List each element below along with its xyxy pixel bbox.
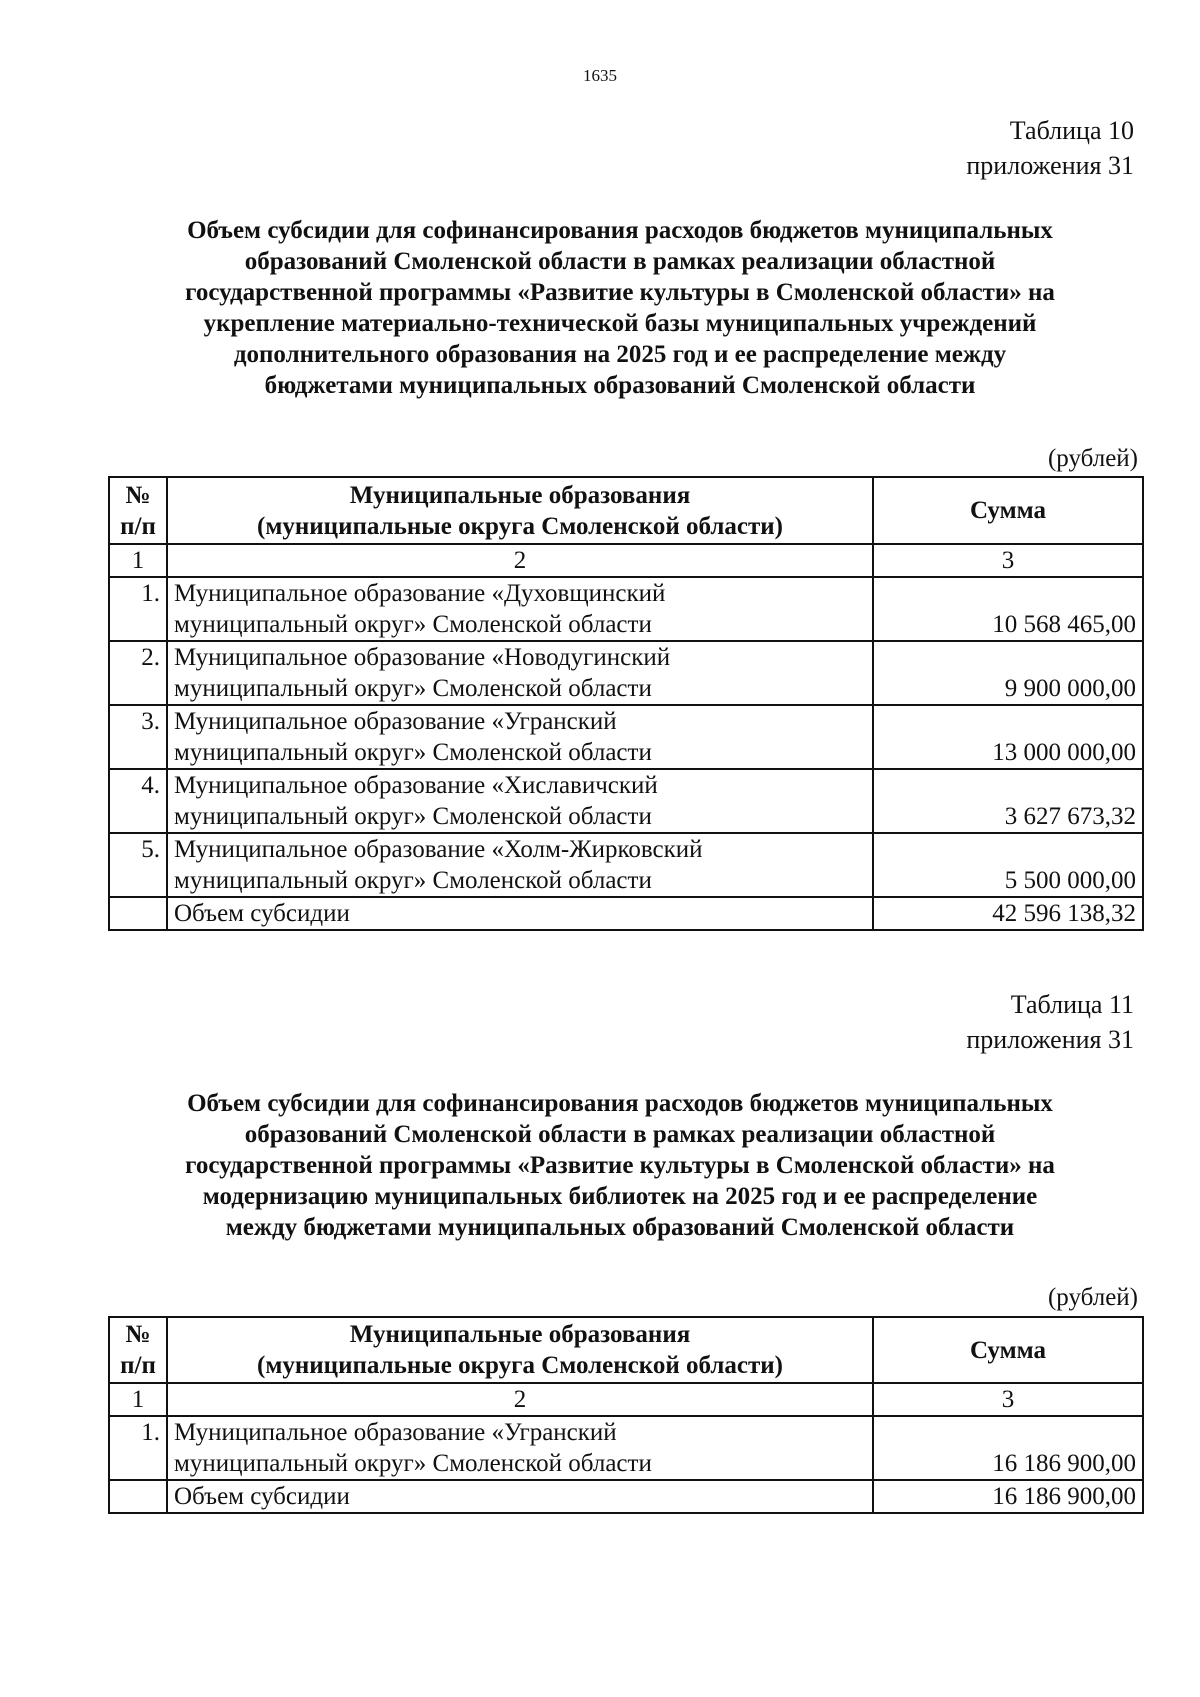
title-line: между бюджетами муниципальных образований Смоленской области (225, 1214, 1015, 1241)
table-11-title (100, 1088, 1140, 1243)
row-name-line: муниципальный округ» Смоленской области (174, 739, 652, 766)
row-number: 2. (109, 641, 167, 705)
row-number: 1. (109, 1416, 167, 1480)
header-no (109, 477, 167, 544)
total-label: Объем субсидии (167, 1480, 873, 1513)
row-number: 1. (109, 577, 167, 641)
row-name (167, 705, 873, 769)
header-no-line2: п/п (120, 1352, 156, 1379)
table-11 (108, 1316, 1144, 1514)
row-name (167, 577, 873, 641)
row-number: 4. (109, 769, 167, 833)
row-name-line: Муниципальное образование «Духовщинский (174, 580, 666, 607)
table-row (109, 1416, 1143, 1480)
row-name-line: Муниципальное образование «Холм-Жирковский (174, 836, 703, 863)
row-name (167, 833, 873, 897)
index-cell: 1 (109, 544, 167, 577)
caption-line: приложения 31 (966, 151, 1134, 180)
title-line: образований Смоленской области в рамках реализации областной (244, 1121, 996, 1148)
table-index-row (109, 1383, 1143, 1416)
title-line: дополнительного образования на 2025 год и ее распределение между (233, 341, 1007, 368)
header-name (167, 1317, 873, 1383)
table-total-row (109, 897, 1143, 930)
row-name-line: муниципальный округ» Смоленской области (174, 611, 652, 638)
row-sum: 16 186 900,00 (873, 1416, 1143, 1480)
header-no-line1: № (125, 1321, 151, 1348)
total-sum: 16 186 900,00 (873, 1480, 1143, 1513)
row-sum: 3 627 673,32 (873, 769, 1143, 833)
table-10-unit: (рублей) (1047, 445, 1138, 472)
table-10-caption (966, 113, 1134, 183)
table-row (109, 577, 1143, 641)
title-line: укрепление материально-технической базы муниципальных учреждений (203, 310, 1037, 337)
table-total-row (109, 1480, 1143, 1513)
caption-line: приложения 31 (966, 1025, 1134, 1054)
index-cell: 2 (167, 1383, 873, 1416)
table-header-row (109, 1317, 1143, 1383)
header-name-line1: Муниципальные образования (349, 1321, 691, 1348)
title-line: Объем субсидии для софинансирования расходов бюджетов муниципальных (187, 1090, 1053, 1117)
row-name-line: муниципальный округ» Смоленской области (174, 867, 652, 894)
table-row (109, 833, 1143, 897)
caption-line: Таблица 10 (1009, 116, 1134, 145)
header-name-line2: (муниципальные округа Смоленской области) (257, 1352, 783, 1379)
table-row (109, 641, 1143, 705)
row-name-line: муниципальный округ» Смоленской области (174, 1450, 652, 1477)
table-row (109, 705, 1143, 769)
total-sum: 42 596 138,32 (873, 897, 1143, 930)
header-sum: Сумма (873, 477, 1143, 544)
row-name-line: муниципальный округ» Смоленской области (174, 675, 652, 702)
title-line: государственной программы «Развитие культуры в Смоленской области» на (185, 1152, 1055, 1179)
title-line: бюджетами муниципальных образований Смоленской области (264, 372, 976, 399)
table-11-caption (966, 987, 1134, 1057)
row-sum: 5 500 000,00 (873, 833, 1143, 897)
row-sum: 9 900 000,00 (873, 641, 1143, 705)
row-number: 3. (109, 705, 167, 769)
row-name (167, 1416, 873, 1480)
total-empty-cell (109, 1480, 167, 1513)
index-cell: 2 (167, 544, 873, 577)
row-name-line: Муниципальное образование «Угранский (174, 708, 617, 735)
row-number: 5. (109, 833, 167, 897)
header-sum: Сумма (873, 1317, 1143, 1383)
table-10 (108, 476, 1144, 931)
table-index-row (109, 544, 1143, 577)
index-cell: 3 (873, 1383, 1143, 1416)
title-line: Объем субсидии для софинансирования расходов бюджетов муниципальных (187, 217, 1053, 244)
total-empty-cell (109, 897, 167, 930)
title-line: образований Смоленской области в рамках реализации областной (244, 248, 996, 275)
title-line: государственной программы «Развитие культуры в Смоленской области» на (185, 279, 1055, 306)
table-10-title (100, 215, 1140, 401)
page-number: 1635 (583, 66, 617, 85)
header-no-line2: п/п (120, 512, 156, 540)
header-name-line1: Муниципальные образования (349, 481, 691, 509)
row-name-line: Муниципальное образование «Хиславичский (174, 772, 658, 799)
total-label: Объем субсидии (167, 897, 873, 930)
row-name-line: Муниципальное образование «Новодугинский (174, 644, 671, 671)
index-cell: 1 (109, 1383, 167, 1416)
header-name (167, 477, 873, 544)
title-line: модернизацию муниципальных библиотек на 2025 год и ее распределение (202, 1183, 1038, 1210)
row-name (167, 641, 873, 705)
row-sum: 13 000 000,00 (873, 705, 1143, 769)
header-name-line2: (муниципальные округа Смоленской области) (257, 512, 783, 540)
header-no (109, 1317, 167, 1383)
table-11-unit: (рублей) (1047, 1284, 1138, 1311)
row-name-line: Муниципальное образование «Угранский (174, 1419, 617, 1446)
caption-line: Таблица 11 (1010, 990, 1134, 1019)
row-name-line: муниципальный округ» Смоленской области (174, 803, 652, 830)
row-sum: 10 568 465,00 (873, 577, 1143, 641)
row-name (167, 769, 873, 833)
table-row (109, 769, 1143, 833)
table-header-row (109, 477, 1143, 544)
header-no-line1: № (125, 481, 151, 509)
index-cell: 3 (873, 544, 1143, 577)
